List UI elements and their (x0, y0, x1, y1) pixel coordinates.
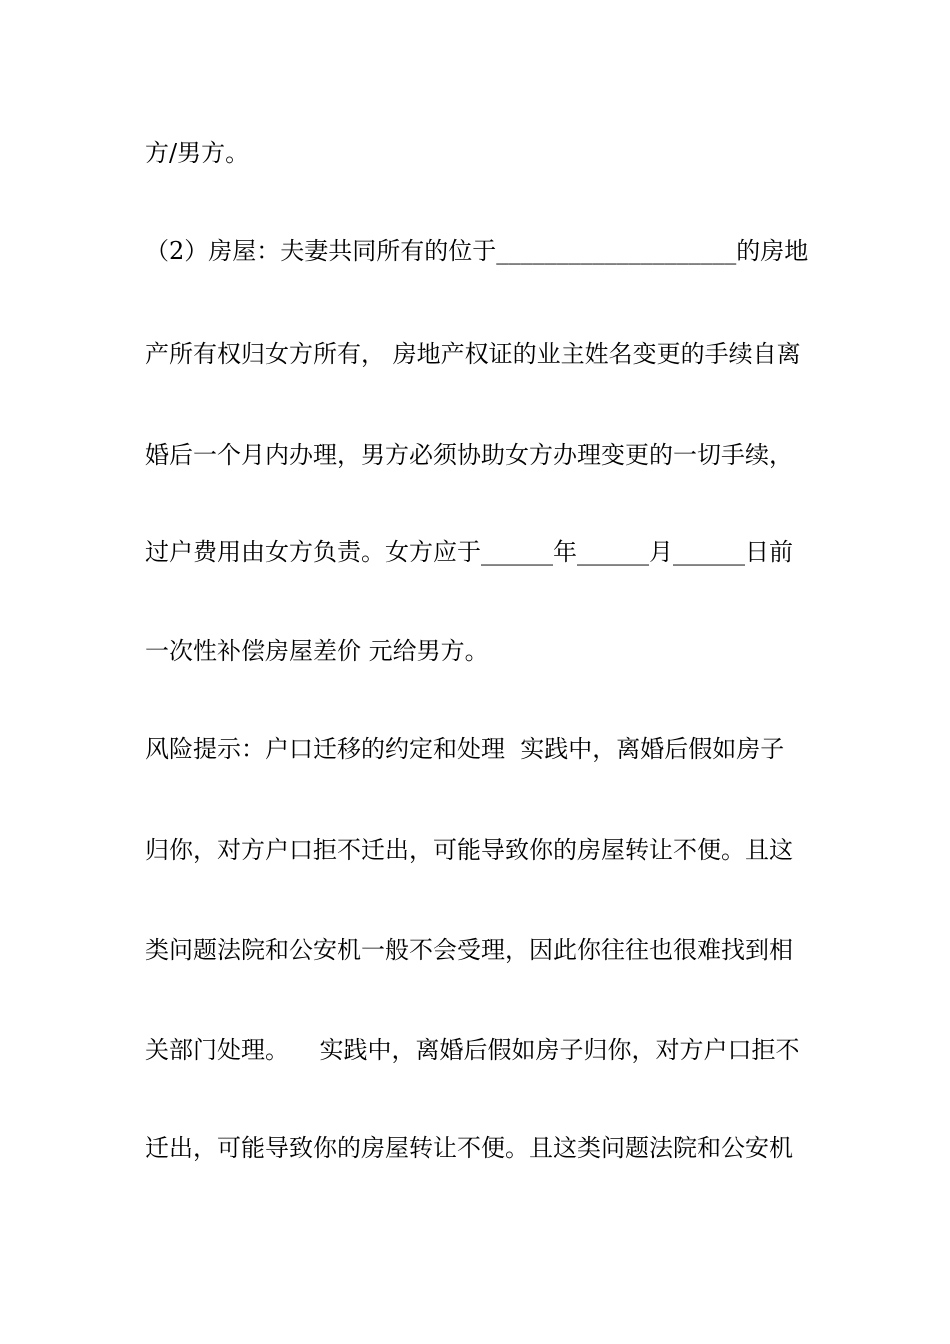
paragraph-line: 过户费用由女方负责。女方应于______年______月______日前 (145, 538, 793, 566)
paragraph-line: 关部门处理。 实践中，离婚后假如房子归你，对方户口拒不 (145, 1036, 800, 1064)
paragraph-line: 归你，对方户口拒不迁出，可能导致你的房屋转让不便。且这 (145, 836, 793, 864)
paragraph-line: 婚后一个月内办理，男方必须协助女方办理变更的一切手续， (145, 441, 793, 469)
paragraph-line: 产所有权归女方所有， 房地产权证的业主姓名变更的手续自离 (145, 340, 801, 368)
paragraph-line: 类问题法院和公安机一般不会受理，因此你往往也很难找到相 (145, 936, 793, 964)
paragraph-line: 迁出，可能导致你的房屋转让不便。且这类问题法院和公安机 (145, 1134, 793, 1162)
paragraph-line: 方/男方。 (145, 139, 250, 167)
paragraph-line: 一次性补偿房屋差价 元给男方。 (145, 637, 489, 665)
paragraph-line: （2）房屋：夫妻共同所有的位于____________________的房地 (145, 237, 809, 265)
paragraph-line: 风险提示：户口迁移的约定和处理 实践中，离婚后假如房子 (145, 735, 785, 763)
